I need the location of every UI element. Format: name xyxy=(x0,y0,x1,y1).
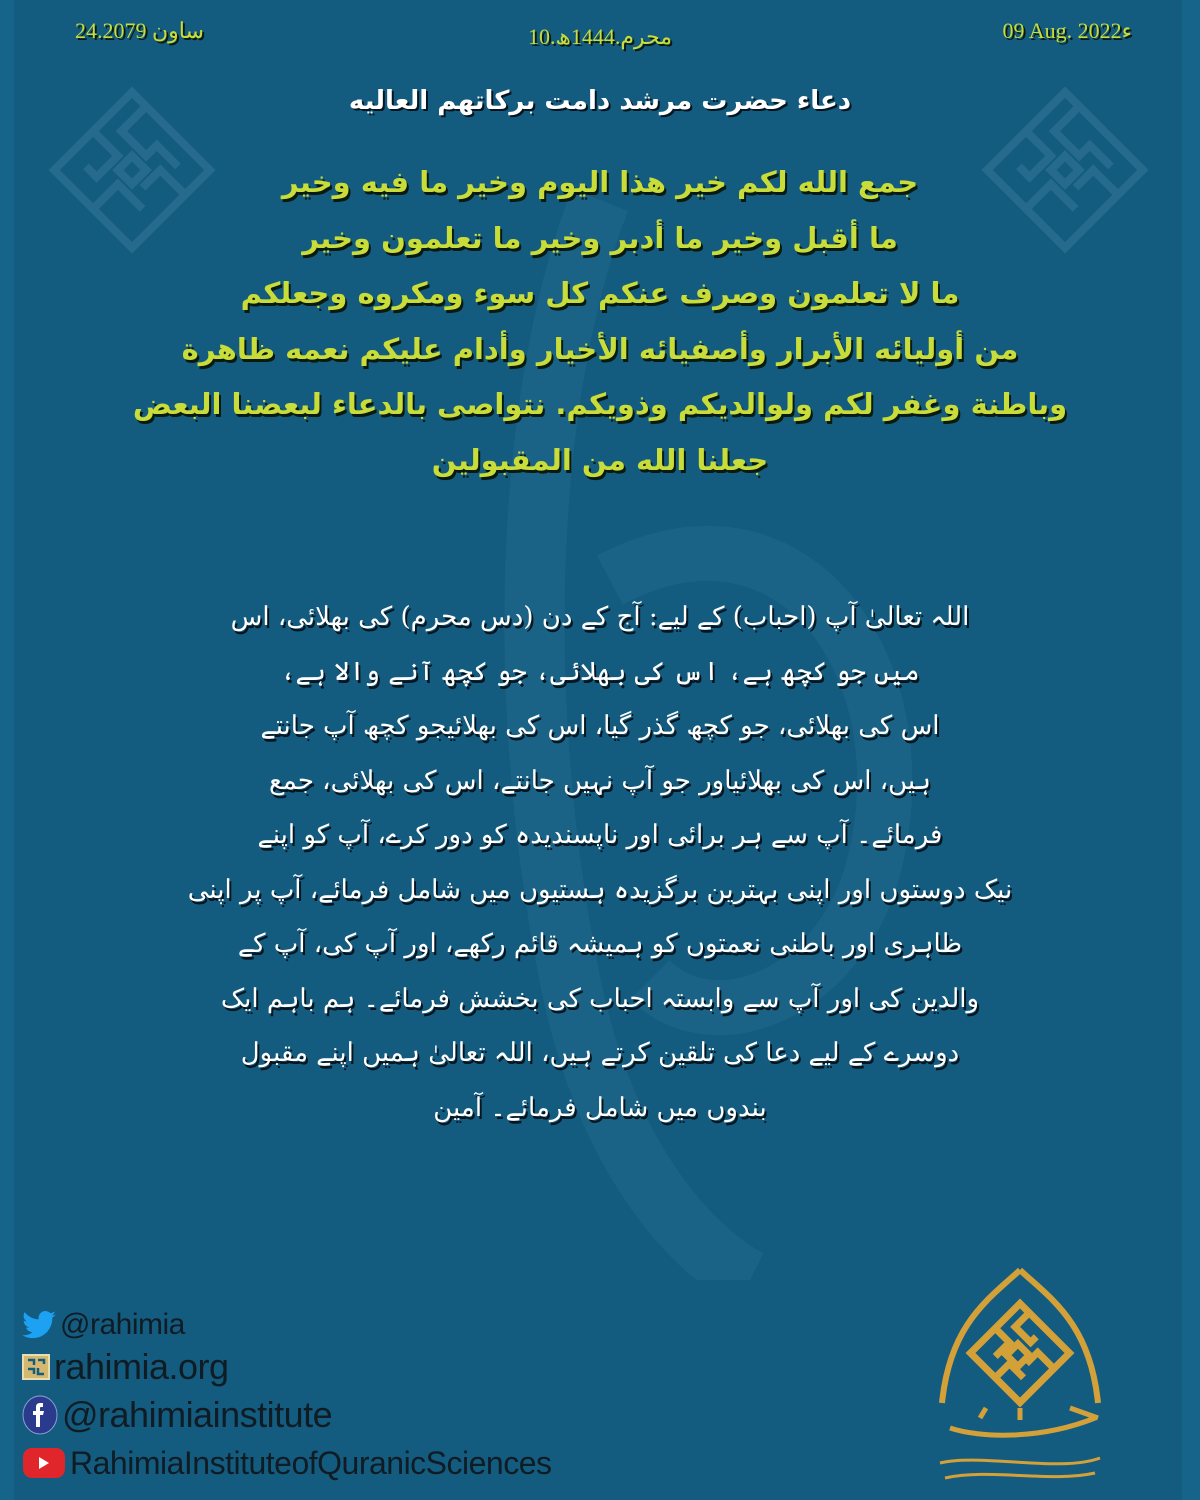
urdu-line: میں جو کچھ ہے، اس کی بھلائی، جو کچھ آنے والا ہے، xyxy=(280,656,920,687)
youtube-icon xyxy=(22,1446,66,1480)
arabic-line: وباطنة وغفر لكم ولوالديكم وذويكم. نتواصى بالدعاء لبعضنا البعض xyxy=(132,387,1068,421)
arabic-line: ما أقبل وخير ما أدبر وخير ما تعلمون وخير xyxy=(302,220,898,255)
website-link[interactable] xyxy=(22,1347,552,1387)
facebook-handle: @rahimiainstitute xyxy=(62,1394,333,1435)
twitter-handle: @rahimia xyxy=(60,1308,185,1341)
social-links xyxy=(22,1305,552,1483)
urdu-line: اس کی بھلائی، جو کچھ گذر گیا، اس کی بھلائیجو کچھ آپ جانتے xyxy=(260,711,940,741)
facebook-icon xyxy=(22,1395,58,1435)
left-edge-strip xyxy=(0,0,14,1500)
urdu-line: فرمائے۔ آپ سے ہر برائی اور ناپسندیدہ کو دور کرے، آپ کو اپنے xyxy=(257,820,943,850)
arabic-line: جمع الله لكم خير هذا اليوم وخير ما فيه وخير xyxy=(281,165,919,199)
gregorian-date: 09 Aug. 2022ء xyxy=(1002,18,1132,43)
rahimia-logo-icon xyxy=(920,1268,1120,1493)
urdu-line: بندوں میں شامل فرمائے۔ آمین xyxy=(433,1092,767,1123)
urdu-line: اللہ تعالیٰ آپ (احباب) کے لیے: آج کے دن (دس محرم) کی بھلائی، اس xyxy=(230,602,970,632)
page-title: دعاء حضرت مرشد دامت برکاتهم العالیه xyxy=(348,86,852,116)
urdu-line: ظاہری اور باطنی نعمتوں کو ہمیشہ قائم رکھے، اور آپ کی، آپ کے xyxy=(237,929,963,959)
hijri-date: 10.محرم.1444ھ xyxy=(527,24,673,49)
arabic-dua-block xyxy=(60,155,1140,488)
arabic-line: ما لا تعلمون وصرف عنكم كل سوء ومكروه وجعلكم xyxy=(240,276,960,310)
bikrami-date: 24.ساون 2079 xyxy=(75,18,204,43)
facebook-link[interactable] xyxy=(22,1395,552,1435)
urdu-line: ہیں، اس کی بھلائیاور جو آپ نہیں جانتے، اس کی بھلائی، جمع xyxy=(268,765,932,796)
website-icon xyxy=(22,1354,50,1380)
youtube-link[interactable] xyxy=(22,1443,552,1483)
urdu-translation-block xyxy=(140,590,1060,1135)
urdu-line: والدین کی اور آپ سے وابستہ احباب کی بخشش فرمائے۔ ہم باہم ایک xyxy=(220,983,980,1014)
website-url: rahimia.org xyxy=(54,1346,229,1387)
arabic-line: جعلنا الله من المقبولين xyxy=(431,442,769,477)
right-edge-strip xyxy=(1182,0,1200,1500)
urdu-line: دوسرے کے لیے دعا کی تلقین کرتے ہیں، اللہ تعالیٰ ہمیں اپنے مقبول xyxy=(240,1038,960,1068)
urdu-line: نیک دوستوں اور اپنی بہترین برگزیدہ ہستیوں میں شامل فرمائے، آپ پر اپنی xyxy=(187,874,1013,905)
twitter-icon xyxy=(22,1311,56,1339)
twitter-link[interactable] xyxy=(22,1305,552,1345)
arabic-line: من أوليائه الأبرار وأصفيائه الأخيار وأدام عليكم نعمه ظاهرة xyxy=(181,331,1019,366)
youtube-channel: RahimiaInstituteofQuranicSciences xyxy=(70,1444,552,1481)
